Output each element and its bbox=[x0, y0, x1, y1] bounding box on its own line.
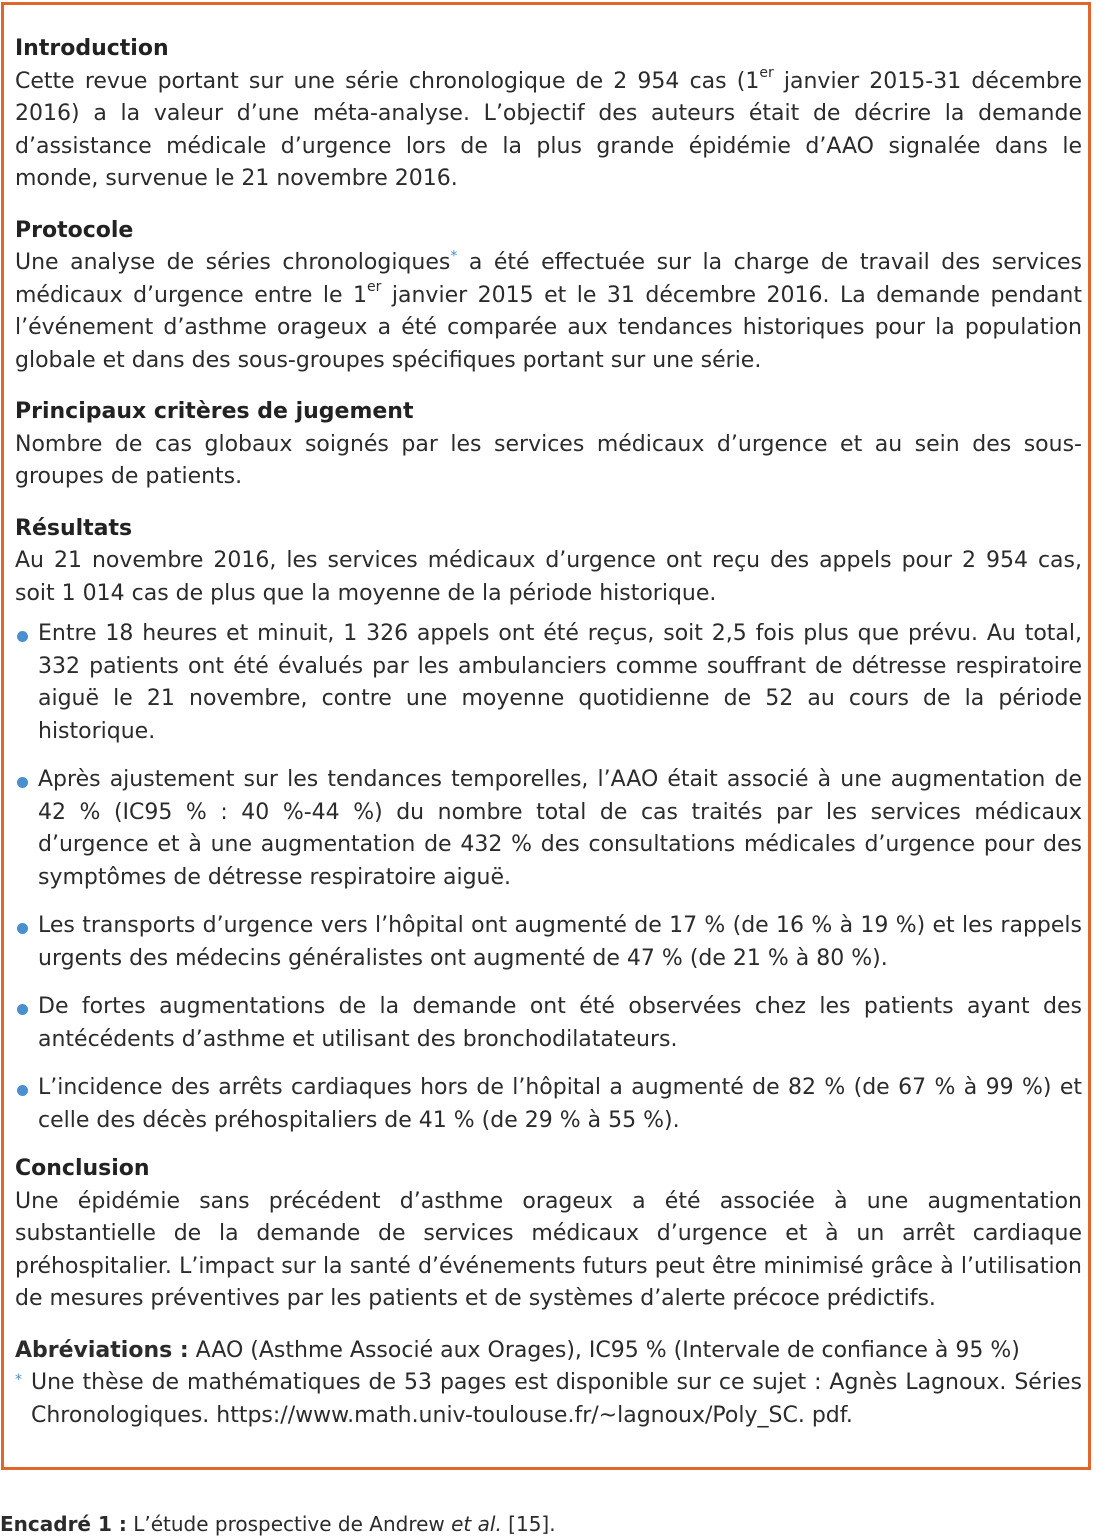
bullet-text: De fortes augmentations de la demande ont été observées chez les patients ayant des antécédents d’asthme et utilisant des bronchodilatateurs. bbox=[38, 994, 1082, 1052]
protocole-text-3: janvier 2015 et le 31 décembre 2016. La demande pendant l’événement d’asthme orageux a été comparée aux tendances historiques pour la population globale et dans des sous-groupes spécifiques portant sur une série. bbox=[15, 282, 1082, 373]
bullet-text: Les transports d’urgence vers l’hôpital ont augmenté de 17 % (de 16 % à 19 %) et les rappels urgents des médecins généralistes ont augmenté de 47 % (de 21 % à 80 %). bbox=[38, 913, 1082, 971]
caption-text-1: L’étude prospective de Andrew bbox=[126, 1512, 452, 1536]
bullet-dot-icon bbox=[17, 1004, 28, 1015]
section-conclusion bbox=[15, 1153, 1082, 1316]
list-item bbox=[15, 1072, 1082, 1137]
intro-sup: er bbox=[759, 65, 774, 82]
section-body-introduction bbox=[15, 66, 1082, 196]
figure-caption bbox=[0, 1510, 1098, 1538]
section-title-conclusion: Conclusion bbox=[15, 1156, 150, 1181]
section-body-resultats: Au 21 novembre 2016, les services médicaux d’urgence ont reçu des appels pour 2 954 cas, soit 1 014 cas de plus que la moyenne de la période historique. bbox=[15, 548, 1082, 606]
list-item bbox=[15, 764, 1082, 894]
section-protocole bbox=[15, 215, 1082, 378]
protocole-text-1: Une analyse de séries chronologiques bbox=[15, 250, 451, 275]
section-resultats bbox=[15, 513, 1082, 1138]
bullet-text: Après ajustement sur les tendances temporelles, l’AAO était associé à une augmentation de 42 % (IC95 % : 40 %-44 %) du nombre total de cas traités par les services médicaux d’urgence et à une augmentation de 432 % des consultations médicales d’urgence pour des symptômes de détresse respiratoire aiguë. bbox=[38, 767, 1082, 890]
section-title-criteres: Principaux critères de jugement bbox=[15, 399, 414, 424]
protocole-sup: er bbox=[367, 279, 382, 296]
section-title-introduction: Introduction bbox=[15, 36, 169, 61]
bullet-dot-icon bbox=[17, 1085, 28, 1096]
section-criteres bbox=[15, 396, 1082, 494]
bullet-text: L’incidence des arrêts cardiaques hors de l’hôpital a augmenté de 82 % (de 67 % à 99 %) et celle des décès préhospitaliers de 41 % (de 29 % à 55 %). bbox=[38, 1075, 1082, 1133]
bullet-text: Entre 18 heures et minuit, 1 326 appels ont été reçus, soit 2,5 fois plus que prévu. Au total, 332 patients ont été évalués par les ambulanciers comme souffrant de détresse respiratoire aiguë le 21 novembre, contre une moyenne quotidienne de 52 au cours de la période historique. bbox=[38, 621, 1082, 744]
abbreviations-text: AAO (Asthme Associé aux Orages), IC95 % (Intervale de confiance à 95 %) bbox=[188, 1337, 1020, 1363]
list-item bbox=[15, 910, 1082, 975]
caption-text-2: [15]. bbox=[501, 1512, 556, 1536]
section-body-criteres: Nombre de cas globaux soignés par les services médicaux d’urgence et au sein des sous-groupes de patients. bbox=[15, 431, 1082, 489]
section-title-resultats: Résultats bbox=[15, 515, 133, 541]
abbreviations bbox=[15, 1335, 1082, 1368]
bullet-dot-icon bbox=[17, 923, 28, 934]
list-item bbox=[15, 991, 1082, 1056]
section-title-protocole: Protocole bbox=[15, 217, 134, 243]
encadre-content bbox=[15, 33, 1082, 1432]
section-body-protocole bbox=[15, 247, 1082, 377]
intro-text-1: Cette revue portant sur une série chronologique de 2 954 cas (1 bbox=[15, 68, 760, 94]
section-body-conclusion: Une épidémie sans précédent d’asthme orageux a été associée à une augmentation substantielle de la demande de services médicaux d’urgence et à un arrêt cardiaque préhospitalier. L’impact sur la santé d’événements futurs peut être minimisé grâce à l’utilisation de mesures préventives par les patients et de systèmes d’alerte précoce prédictifs. bbox=[15, 1188, 1082, 1311]
bullet-dot-icon bbox=[17, 777, 28, 788]
footnote-text: Une thèse de mathématiques de 53 pages est disponible sur ce sujet : Agnès Lagnoux. Séries Chronologiques. https://www.math.univ-toulouse.fr/~lagnoux/Poly_SC. pdf. bbox=[31, 1370, 1082, 1428]
footnote-star-icon: * bbox=[450, 248, 458, 265]
footnote-star-icon: * bbox=[15, 1372, 22, 1388]
section-introduction bbox=[15, 33, 1082, 196]
caption-italic: et al. bbox=[451, 1512, 502, 1536]
protocole-text-2: a été effectuée sur la charge de travail des services médicaux d’urgence entre le 1 bbox=[15, 250, 1082, 308]
list-item bbox=[15, 618, 1082, 748]
bullet-dot-icon bbox=[17, 631, 28, 642]
caption-label: Encadré 1 : bbox=[0, 1512, 127, 1536]
abbreviations-label: Abréviations : bbox=[15, 1337, 189, 1363]
intro-text-2: janvier 2015-31 décembre 2016) a la valeur d’une méta-analyse. L’objectif des auteurs était de décrire la demande d’assistance médicale d’urgence lors de la plus grande épidémie d’AAO signalée dans le monde, survenue le 21 novembre 2016. bbox=[15, 68, 1082, 191]
footnote bbox=[15, 1367, 1082, 1432]
results-bullet-list bbox=[15, 618, 1082, 1137]
